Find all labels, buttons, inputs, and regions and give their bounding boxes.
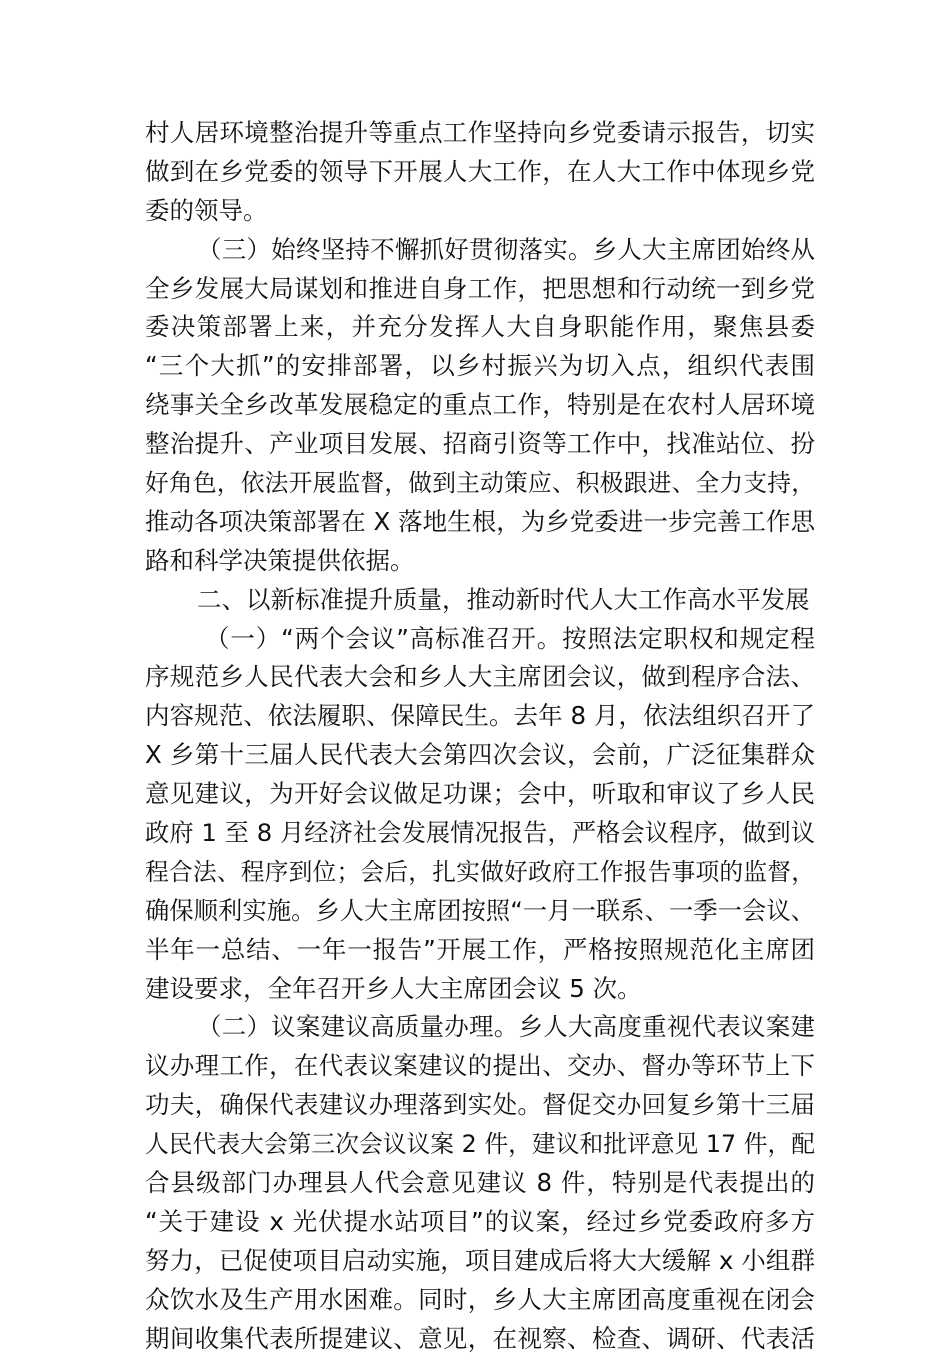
text-line: 全乡发展大局谋划和推进自身工作，把思想和行动统一到乡党 [145,273,815,303]
text-line: 建设要求，全年召开乡人大主席团会议 5 次。 [145,973,642,1003]
text-line: 功夫，确保代表建议办理落到实处。督促交办回复乡第十三届 [145,1090,815,1120]
text-line: 人民代表大会第三次会议议案 2 件，建议和批评意见 17 件，配 [145,1130,815,1159]
text-line: 内容规范、依法履职、保障民生。去年 8 月，依法组织召开了 [145,701,815,731]
text-line: X 乡第十三届人民代表大会第四次会议，会前，广泛征集群众 [145,740,815,770]
text-line: 合县级部门办理县人代会意见建议 8 件，特别是代表提出的 [145,1168,815,1198]
text-line: 政府 1 至 8 月经济社会发展情况报告，严格会议程序，做到议 [145,818,815,848]
text-line: 序规范乡人民代表大会和乡人大主席团会议，做到程序合法、 [145,662,815,692]
text-line: 议办理工作，在代表议案建议的提出、交办、督办等环节上下 [145,1051,815,1081]
text-line: 整治提升、产业项目发展、招商引资等工作中，找准站位、扮 [145,429,815,459]
text-line: 期间收集代表所提建议、意见，在视察、检查、调研、代表活 [145,1323,815,1353]
document-body [145,114,815,1359]
text-line: 意见建议，为开好会议做足功课；会中，听取和审议了乡人民 [145,779,815,809]
text-line: （二）议案建议高质量办理。乡人大高度重视代表议案建 [197,1012,815,1042]
text-line: “关于建设 x 光伏提水站项目”的议案，经过乡党委政府多方 [145,1206,815,1236]
text-line: （一）“两个会议”高标准召开。按照法定职权和规定程 [205,623,815,653]
text-line: 程合法、程序到位；会后，扎实做好政府工作报告事项的监督， [145,857,815,886]
text-line: 确保顺利实施。乡人大主席团按照“一月一联系、一季一会议、 [145,895,815,925]
text-line: 众饮水及生产用水困难。同时，乡人大主席团高度重视在闭会 [145,1284,815,1314]
text-line: 委决策部署上来，并充分发挥人大自身职能作用，聚焦县委 [145,312,815,342]
text-line: 村人居环境整治提升等重点工作坚持向乡党委请示报告，切实 [145,118,815,147]
text-line: “三个大抓”的安排部署，以乡村振兴为切入点，组织代表围 [145,351,815,381]
text-line: 委的领导。 [145,195,268,225]
text-line: 推动各项决策部署在 X 落地生根，为乡党委进一步完善工作思 [145,506,815,536]
text-line: 努力，已促使项目启动实施，项目建成后将大大缓解 x 小组群 [145,1245,815,1275]
text-line: 二、以新标准提升质量，推动新时代人大工作高水平发展 [197,584,810,614]
text-line: 做到在乡党委的领导下开展人大工作，在人大工作中体现乡党 [145,156,815,186]
text-line: 路和科学决策提供依据。 [145,545,415,575]
text-line: （三）始终坚持不懈抓好贯彻落实。乡人大主席团始终从 [197,234,815,264]
text-line: 绕事关全乡改革发展稳定的重点工作，特别是在农村人居环境 [145,390,815,420]
text-line: 好角色，依法开展监督，做到主动策应、积极跟进、全力支持， [145,469,815,498]
text-line: 半年一总结、一年一报告”开展工作，严格按照规范化主席团 [145,934,815,964]
